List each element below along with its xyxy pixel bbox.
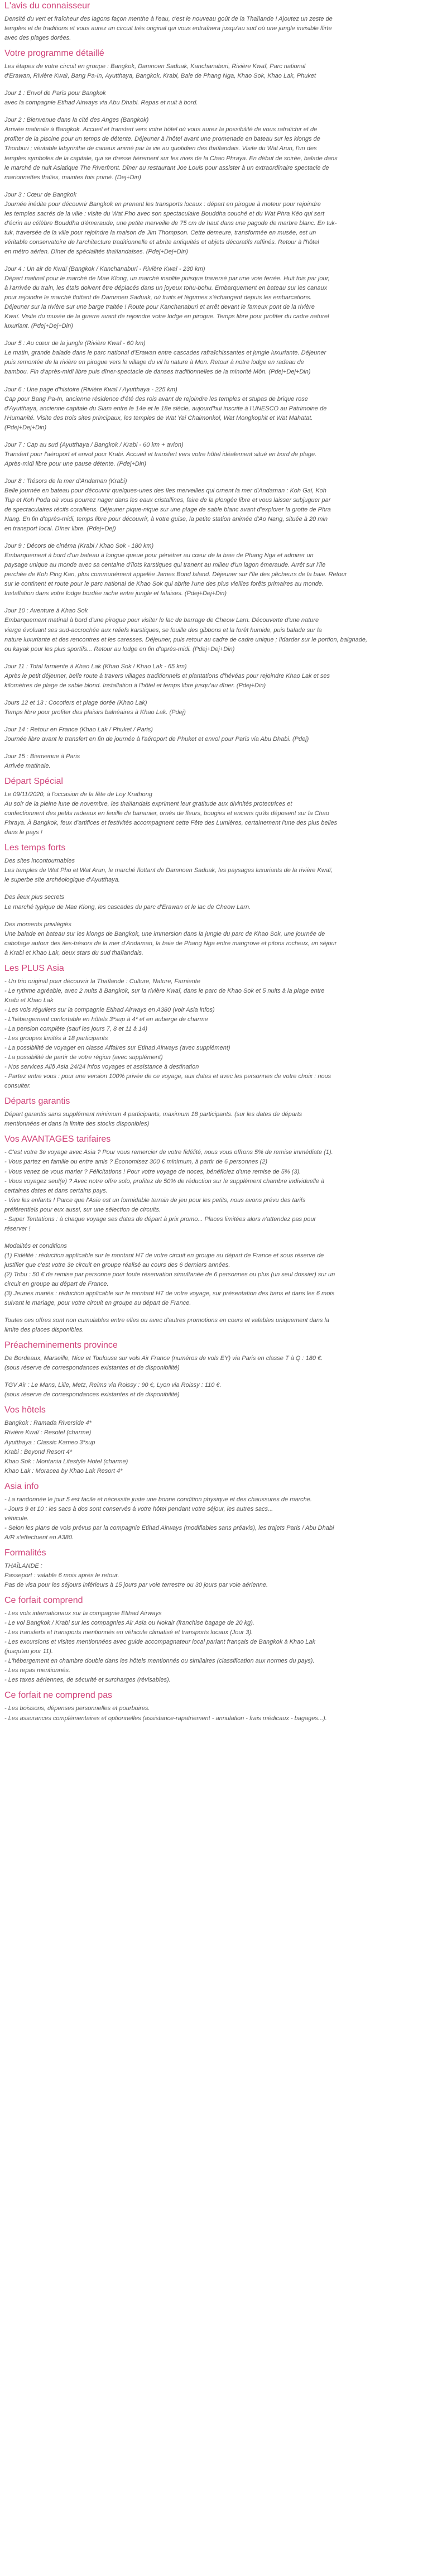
text-line: profiter de la piscine pour un temps de détente. Déjeuner à l'hôtel avant une promenade en bateau sur les klongs de [4, 136, 320, 143]
paragraph-gap [4, 534, 419, 542]
text-line: l'Humanité. Visite des trois sites principaux, les temples de Wat Yai Chaimonkol, Wat Mongkophit et Wat Mahatat. [4, 414, 313, 422]
text-line: Krabi et Khao Lak [4, 997, 54, 1004]
text-line: Des sites incontournables [4, 858, 75, 865]
text-line: Le matin, grande balade dans le parc national d'Erawan entre cascades rafraîchissantes et jungle luxuriante. Déjeuner [4, 349, 326, 357]
text-line: Jour 11 : Total farniente à Khao Lak (Khao Sok / Khao Lak - 65 km) [4, 663, 187, 670]
paragraph-gap [4, 183, 419, 190]
text-line: - Le vol Bangkok / Krabi sur les compagnies Air Asia ou Nokair (franchise bagage de 20 kg). [4, 1620, 254, 1627]
text-line: avec des plages dorées. [4, 35, 71, 42]
text-line: Jour 3 : Cœur de Bangkok [4, 191, 77, 198]
section-title: Départs garantis [4, 1097, 70, 1107]
text-line: Une balade en bateau sur les klongs de Bangkok, une immersion dans la jungle du parc de Khao Sok, une journée de [4, 930, 325, 937]
text-line: paysage unique au monde avec sa centaine d'îlots karstiques qui tranent au milieu d'un lagon émeraude. Arrêt sur l'île [4, 562, 326, 569]
text-line: confectionnent des petits radeaux en feuille de bananier, ornés de fleurs, bougies et encens qu'ils déposent sur la Chao [4, 810, 329, 817]
text-line: tuk, traversée de la ville pour rejoindre la maison de Jim Thompson. Cette demeure, transformée en musée, est un [4, 229, 316, 236]
text-line: consulter. [4, 1083, 31, 1090]
section [4, 1340, 419, 1400]
text-line: Départ matinal pour le marché de Mae Klong, un marché insolite puisque traversé par une voie ferrée. Huit fois par jour, [4, 275, 330, 283]
text-line: Jour 5 : Au cœur de la jungle (Rivière Kwaï - 60 km) [4, 340, 146, 347]
text-line: Journée inédite pour découvrir Bangkok en prenant les transports locaux : départ en pirogue à moteur pour rejoindre [4, 200, 321, 208]
text-line: - Les transferts et transports mentionnés en véhicule climatisé et transports locaux (Jour 3). [4, 1629, 253, 1636]
text-line: Jour 7 : Cap au sud (Ayutthaya / Bangkok / Krabi - 60 km + avion) [4, 441, 184, 448]
text-line: les temples sacrés de la ville : visite du Wat Pho avec son spectaculaire Bouddha couché et du Wat Phra Kéo qui sert [4, 210, 325, 217]
text-line: Kwaï. Visite du musée de la guerre avant de rejoindre votre lodge en pirogue. Temps libre pour profiter du cadre naturel [4, 313, 329, 320]
text-line: - L'hébergement en chambre double dans les hôtels mentionnés ou similaires (classification aux normes du pays). [4, 1658, 315, 1665]
text-line: Krabi : Beyond Resort 4* [4, 1448, 73, 1455]
text-line: Le 09/11/2020, à l'occasion de la fête de Loy Krathong [4, 791, 152, 798]
text-line: préférentiels pour eux aussi, sur une sélection de circuits. [4, 1206, 161, 1213]
text-line: en transport local. Dîner libre. (Pdej+Dej) [4, 525, 116, 533]
text-line: kilomètres de plage de sable blond. Installation à l'hôtel et temps libre jusqu'au dîner. (Pdej+Din) [4, 682, 266, 689]
text-line: Jours 12 et 13 : Cocotiers et plage dorée (Khao Lak) [4, 699, 147, 706]
paragraph-gap [4, 1373, 419, 1381]
text-line: Jour 1 : Envol de Paris pour Bangkok [4, 90, 106, 97]
text-line: - La randonnée le jour 5 est facile et nécessite juste une bonne condition physique et des chaussures de marche. [4, 1496, 312, 1503]
section-title: Vos hôtels [4, 1405, 46, 1415]
text-line: Nang. En fin d'après-midi, temps libre pour découvrir, à votre guise, la petite station animée d'Ao Nang, située à 20 min [4, 516, 328, 523]
text-line: Khao Sok : Montania Lifestyle Hotel (charme) [4, 1458, 128, 1465]
text-line: - Les vols internationaux sur la compagnie Etihad Airways [4, 1610, 162, 1617]
text-line: véritable conservatoire de l'architecture traditionnelle et abrite antiquités et objets décoratifs raffinés. Retour à l'hôtel [4, 238, 319, 246]
section [4, 1, 419, 43]
text-line: - Les repas mentionnés. [4, 1667, 71, 1674]
text-line: sur le continent et route pour le parc national de Khao Sok qui abrite l'une des plus vieilles forêts primaires au monde. [4, 581, 324, 588]
text-line: certaines dates et dans certains pays. [4, 1187, 108, 1194]
text-line: suivant le mariage, pour votre circuit en groupe au départ de France. [4, 1300, 191, 1307]
text-line: (3) Jeunes mariés : réduction applicable sur le montant HT de votre voyage, sur présentation des bans et dans les 6 mois [4, 1290, 335, 1297]
text-line: Transfert pour l'aéroport et envol pour Krabi. Accueil et transfert vers votre hôtel idéalement situé en bord de plage. [4, 451, 317, 458]
text-line: Modalités et conditions [4, 1242, 67, 1249]
text-line: Jour 6 : Une page d'histoire (Rivière Kwaï / Ayutthaya - 225 km) [4, 386, 177, 393]
paragraph-gap [4, 377, 419, 385]
text-line: pour rejoindre le marché flottant de Damnoen Saduak, où fruits et légumes s'échangent depuis les embarcations. [4, 294, 312, 301]
text-line: Départ garantis sans supplément minimum 4 participants, maximum 18 participants. (sur les dates de départs [4, 1111, 302, 1118]
text-line: - Vive les enfants ! Parce que l'Asie est un formidable terrain de jeu pour les petits, nous avons prévu des tarifs [4, 1196, 306, 1204]
text-line: - Partez entre vous : pour une version 100% privée de ce voyage, aux dates et avec les personnes de votre choix : nous [4, 1073, 331, 1080]
text-line: Le marché typique de Mae Klong, les cascades du parc d'Erawan et le lac de Cheow Larn. [4, 903, 251, 911]
text-line: temples et de traditions et vous aurez un circuit très original qui vous entraînera jusqu'au sud où une jungle invisible flirte [4, 25, 332, 32]
text-line: Arrivée matinale. [4, 763, 51, 770]
text-line: - Vous voyagez seul(e) ? Avec notre offre solo, profitez de 50% de réduction sur le supplément chambre individuelle à [4, 1177, 325, 1185]
text-line: Jour 4 : Un air de Kwaï (Bangkok / Kanchanaburi - Rivière Kwaï - 230 km) [4, 265, 205, 272]
text-line: circuit en groupe au départ de France. [4, 1281, 109, 1288]
text-line: Les étapes de votre circuit en groupe : Bangkok, Damnoen Saduak, Kanchanaburi, Rivière Kwaï, Parc national [4, 63, 306, 70]
text-line: - La pension complète (sauf les jours 7, 8 et 11 à 14) [4, 1025, 147, 1032]
text-line: Bangkok : Ramada Riverside 4* [4, 1420, 92, 1427]
text-line: - Nos services Allô Asia 24/24 infos voyages et assistance à destination [4, 1064, 199, 1071]
text-line: Rivière Kwaï : Resotel (charme) [4, 1429, 92, 1437]
text-line: le superbe site archéologique d'Ayutthaya. [4, 877, 120, 884]
text-line: Thonburi ; véritable labyrinthe de canaux animé par la vie au quotidien des thaïlandais. Visite du Wat Arun, l'un des [4, 145, 317, 152]
text-line: véhicule. [4, 1515, 29, 1522]
section [4, 1596, 419, 1685]
text-line: - Jours 9 et 10 : les sacs à dos sont conservés à votre hôtel pendant votre séjour, les autres sacs... [4, 1505, 273, 1512]
text-line: Cap pour Bang Pa-In, ancienne résidence d'été des rois avant de rejoindre les temples et stupas de brique rose [4, 395, 308, 403]
text-line: - L'hébergement confortable en hôtels 3*sup à 4* et en auberge de charme [4, 1016, 208, 1023]
text-line: (2) Tribu : 50 € de remise par personne pour toute réservation simultanée de 6 personnes ou plus (un seul dossier) sur un [4, 1271, 335, 1278]
section [4, 1482, 419, 1543]
text-line: Des moments privilégiés [4, 921, 71, 928]
text-line: (jusqu'au jour 11). [4, 1648, 53, 1655]
text-line: d'Ayutthaya, ancienne capitale du Siam entre le 14e et le 18e siècle, aujourd'hui inscrite à l'UNESCO au Patrimoine de [4, 405, 327, 412]
text-line: - Les assurances complémentaires et optionnelles (assistance-rapatriement - annulation - frais médicaux - bagages...). [4, 1715, 327, 1722]
text-line: - Le rythme agréable, avec 2 nuits à Bangkok, sur la rivière Kwaï, dans le parc de Khao Sok et 5 nuits à la plage entre [4, 987, 325, 994]
text-line: - Les boissons, dépenses personnelles et pourboires. [4, 1705, 150, 1712]
text-line: vierge évoluant ses sud-accrochée aux reliefs karstiques, se fouille des gibbons et la forêt humide, puis balade sur la [4, 626, 322, 634]
text-line: Jour 10 : Aventure à Khao Sok [4, 607, 88, 615]
text-line: justifier que c'est votre 3e circuit en groupe réalisé au cours des 6 derniers années. [4, 1261, 230, 1268]
text-line: - Un trio original pour découvrir la Thaïlande : Culture, Nature, Farniente [4, 978, 200, 985]
text-line: Pas de visa pour les séjours inférieurs à 15 jours par voie terrestre ou 30 jours par voie aérienne. [4, 1582, 268, 1589]
section-title: Vos AVANTAGES tarifaires [4, 1134, 111, 1145]
text-line: Jour 2 : Bienvenue dans la cité des Anges (Bangkok) [4, 117, 149, 124]
section-title: Ce forfait ne comprend pas [4, 1691, 112, 1701]
paragraph-gap [4, 691, 419, 698]
text-line: Embarquement matinal à bord d'une pirogue pour visiter le lac de barrage de Cheow Larn. Découverte d'une nature [4, 617, 319, 624]
text-line: Temps libre pour profiter des plaisirs balnéaires à Khao Lak. (Pdej) [4, 708, 186, 716]
text-line: THAÏLANDE : [4, 1562, 42, 1569]
text-line: nature luxuriante et des rencontres et les caresses. Déjeuner, puis retour au cadre de cadre unique ; Ildarder sur le portion, baignade, [4, 636, 367, 643]
text-line: - Super Tentations : à chaque voyage ses dates de départ à prix promo... Places limitées alors n'attendez pas pour [4, 1215, 316, 1223]
text-line: mentionnées et dans la limite des stocks disponibles) [4, 1121, 150, 1128]
text-line: De Bordeaux, Marseille, Nice et Toulouse sur vols Air France (numéros de vols EY) via Paris en classe T à Q : 180 €. [4, 1355, 323, 1362]
section-title: L'avis du connaisseur [4, 1, 90, 11]
text-line: - La possibilité de partir de votre région (avec supplément) [4, 1054, 163, 1061]
paragraph-gap [4, 744, 419, 752]
section [4, 1134, 419, 1335]
text-line: marionnettes thaïes, maintes fois primé. (Dej+Din) [4, 174, 141, 181]
text-line: temples symboles de la capitale, qui se dresse fièrement sur les rives de la Chao Phraya. En début de soirée, balade dans [4, 155, 338, 162]
text-line: Après-midi libre pour une pause détente. (Pdej+Din) [4, 460, 147, 467]
section-title: Votre programme détaillé [4, 49, 104, 59]
text-line: - Les excursions et visites mentionnées avec guide accompagnateur local parlant français de Bangkok à Khao Lak [4, 1639, 316, 1646]
text-line: - La possibilité de voyager en classe Affaires sur Etihad Airways (avec supplément) [4, 1045, 230, 1052]
text-line: (sous réserve de correspondances existantes et de disponibilité) [4, 1364, 180, 1372]
text-line: Des lieux plus secrets [4, 894, 64, 901]
text-line: (Pdej+Dej+Din) [4, 424, 47, 431]
paragraph-gap [4, 331, 419, 339]
text-line: - Selon les plans de vols prévus par la compagnie Etihad Airways (modifiables sans préavis), les trajets Paris / Abu Dhabi [4, 1524, 334, 1531]
paragraph-gap [4, 81, 419, 89]
text-line: puis remontée de la rivière en pirogue vers le village du vil la nature à Mon. Retour à notre lodge en radeau de [4, 359, 304, 366]
text-line: Journée libre avant le transfert en fin de journée à l'aéroport de Phuket et envol pour Paris via Abu Dhabi. (Pdej) [4, 735, 309, 743]
text-line: - Les groupes limités à 18 participants [4, 1035, 108, 1042]
text-line: de spectaculaires récifs coralliens. Déjeuner pique-nique sur une plage de sable blanc avant d'explorer la grotte de Phra [4, 506, 331, 514]
text-line: en métro aérien. Dîner de spécialités thaïlandaises. (Pdej+Dej+Din) [4, 248, 188, 255]
text-line: Jour 9 : Décors de cinéma (Krabi / Khao Sok - 180 km) [4, 543, 154, 550]
text-line: ou kayak pour les plus sportifs... Retour au lodge en fin d'après-midi. (Pdej+Dej+Din) [4, 645, 235, 653]
section [4, 1097, 419, 1129]
paragraph-gap [4, 717, 419, 725]
text-line: Jour 8 : Trésors de la mer d'Andaman (Krabi) [4, 477, 127, 485]
paragraph-gap [4, 257, 419, 265]
section [4, 1405, 419, 1476]
paragraph-gap [4, 598, 419, 606]
text-line: - Vous partez en famille ou entre amis ? Économisez 300 € minimum, à partir de 6 personnes (2) [4, 1158, 267, 1166]
paragraph-gap [4, 912, 419, 920]
text-line: perchée de Koh Ping Kan, plus communément appelée James Bond Island. Déjeuner sur l'île des pêcheurs de la baie. Retour [4, 571, 347, 578]
text-line: - Les vols réguliers sur la compagnie Etihad Airways en A380 (voir Asia infos) [4, 1006, 215, 1013]
paragraph-gap [4, 1308, 419, 1316]
text-line: Installation dans votre lodge bordée niche entre jungle et falaises. (Pdej+Dej+Din) [4, 590, 227, 597]
section-title: Départ Spécial [4, 777, 63, 787]
text-line: Ayutthaya : Classic Kameo 3*sup [4, 1439, 95, 1446]
text-line: réserver ! [4, 1225, 31, 1232]
section-title: Asia info [4, 1481, 39, 1491]
text-line: Au soir de la pleine lune de novembre, les thaïlandais expriment leur gratitude aux divinités protectrices et [4, 801, 292, 808]
text-line: Toutes ces offres sont non cumulables entre elles ou avec d'autres promotions en cours et valables uniquement dans la [4, 1317, 329, 1324]
text-line: Khao Lak : Moracea by Khao Lak Resort 4* [4, 1467, 123, 1474]
text-line: Passeport : valable 6 mois après le retour. [4, 1572, 119, 1579]
section-title: Préacheminements province [4, 1340, 118, 1351]
section [4, 843, 419, 957]
text-line: d'écrin au célèbre Bouddha d'émeraude, une petite merveille de 75 cm de haut dans une pagode de marbre blanc. En tuk- [4, 219, 337, 227]
text-line: limite des places disponibles. [4, 1327, 84, 1334]
text-line: Déjeuner sur la rivière sur une barge traitée ! Route pour Kanchanaburi et arrêt devant le fameux pont de la rivière [4, 304, 315, 311]
text-line: le marché de nuit Asiatique The Riverfront. Dîner au restaurant Joe Louis pour assister à un extraordinaire spectacle de [4, 164, 329, 171]
text-line: d'Erawan, Rivière Kwaï, Bang Pa-In, Ayutthaya, Bangkok, Krabi, Baie de Phang Nga, Khao Sok, Khao Lak, Phuket [4, 73, 316, 80]
text-line: - Les taxes aériennes, de sécurité et surcharges (révisables). [4, 1677, 171, 1684]
text-line: à Krabi et Khao Lak, deux stars du sud thaïlandais. [4, 949, 143, 956]
paragraph-gap [4, 885, 419, 893]
text-line: TGV Air : Le Mans, Lille, Metz, Reims via Roissy : 90 €, Lyon via Roissy : 110 €. [4, 1382, 222, 1389]
paragraph-gap [4, 469, 419, 477]
section [4, 777, 419, 837]
section [4, 49, 419, 771]
text-line: Après le petit déjeuner, belle route à travers villages traditionnels et plantations d'hévéas pour rejoindre Khao Lak et ses [4, 672, 330, 679]
text-line: A/R s'effectuent en A380. [4, 1534, 74, 1541]
text-line: - C'est votre 3e voyage avec Asia ? Pour vous remercier de votre fidélité, nous vous offrons 5% de remise immédiate (1). [4, 1149, 333, 1156]
text-line: Densité du vert et fraîcheur des lagons façon menthe à l'eau, c'est le nouveau goût de la Thaïlande ! Ajoutez un zeste de [4, 16, 333, 22]
section-title: Formalités [4, 1548, 46, 1558]
text-line: (sous réserve de correspondances existantes et de disponibilité) [4, 1391, 180, 1399]
section-title: Ce forfait comprend [4, 1596, 83, 1606]
section-title: Les temps forts [4, 843, 66, 853]
text-line: Jour 14 : Retour en France (Khao Lak / Phuket / Paris) [4, 726, 153, 733]
section-title: Les PLUS Asia [4, 963, 64, 973]
text-line: avec la compagnie Etihad Airways via Abu Dhabi. Repas et nuit à bord. [4, 99, 198, 107]
paragraph-gap [4, 1234, 419, 1242]
paragraph-gap [4, 433, 419, 440]
text-line: cabotage autour des îles-trésors de la mer d'Andaman, la baie de Phang Nga entre mangrove et pitons rocheux, un séjour [4, 940, 337, 947]
text-line: Phraya. À Bangkok, feux d'artifices et festivités accompagnent cette Fête des Lumières, certainement l'une des plus belles [4, 820, 338, 827]
text-line: Jour 15 : Bienvenue à Paris [4, 753, 80, 760]
section [4, 1691, 419, 1723]
text-line: bambou. Fin d'après-midi libre puis dîner-spectacle de danses traditionnelles de la minorité Môn. (Pdej+Dej+Din) [4, 368, 311, 376]
text-line: Tup et Koh Poda où vous pourrez nager dans les eaux cristallines, faire de la plongée libre et vous laisser subjuguer par [4, 496, 331, 504]
text-line: Belle journée en bateau pour découvrir quelques-unes des îles merveilles qui ornent la mer d'Andaman : Koh Gai, Koh [4, 487, 326, 494]
section [4, 1548, 419, 1590]
text-line: - Vous venez de vous marier ? Félicitations ! Pour votre voyage de noces, bénéficiez d'une remise de 5% (3). [4, 1168, 301, 1175]
text-line: dans le pays ! [4, 829, 42, 836]
paragraph-gap [4, 108, 419, 116]
text-line: luxuriant. (Pdej+Dej+Din) [4, 323, 73, 330]
paragraph-gap [4, 654, 419, 662]
text-line: Embarquement à bord d'un bateau à longue queue pour pénétrer au cœur de la baie de Phang Nga et admirer un [4, 552, 314, 559]
text-line: (1) Fidélité : réduction applicable sur le montant HT de votre circuit en groupe au départ de France et sous réserve de [4, 1252, 324, 1259]
text-line: Les temples de Wat Pho et Wat Arun, le marché flottant de Damnoen Saduak, les paysages luxuriants de la rivière Kwaï, [4, 867, 333, 874]
text-line: à l'arrivée du train, les étals doivent être déplacés dans un joyeux tohu-bohu. Embarquement en bateau sur les canaux [4, 285, 328, 292]
section [4, 964, 419, 1091]
text-line: Arrivée matinale à Bangkok. Accueil et transfert vers votre hôtel où vous aurez la possibilité de vous rafraîchir et de [4, 126, 318, 133]
